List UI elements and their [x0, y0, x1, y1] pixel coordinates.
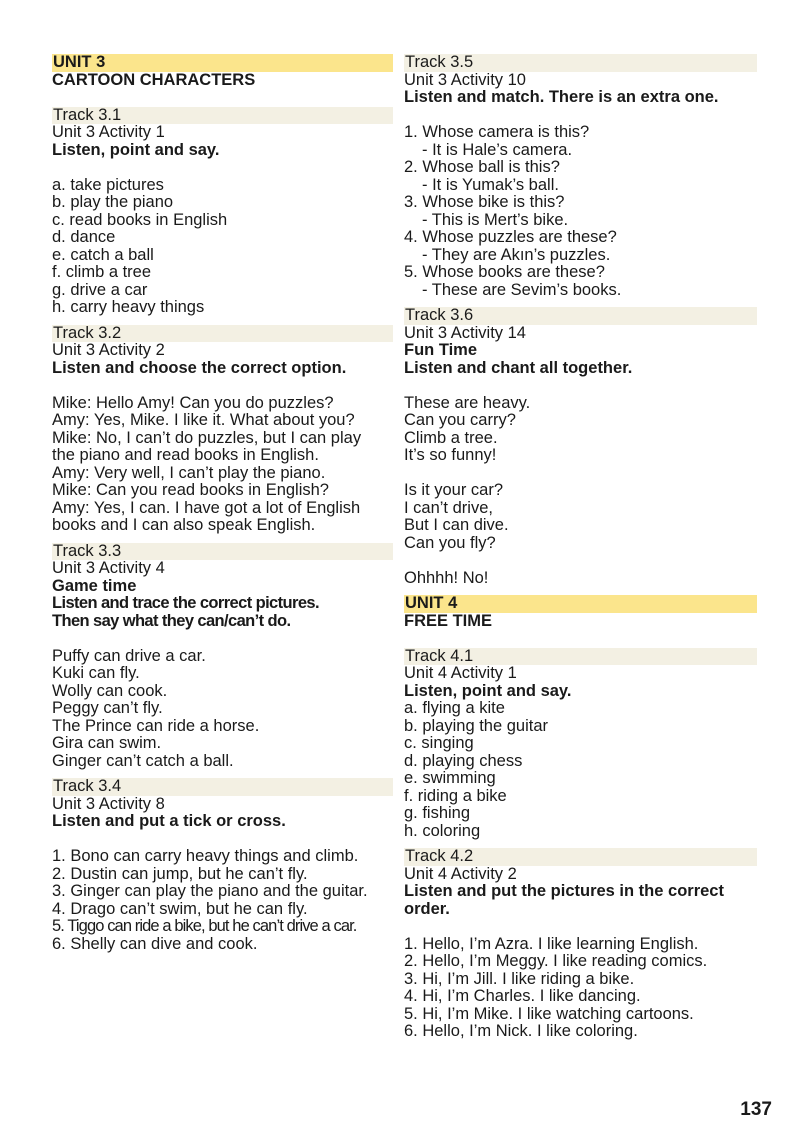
track-3-2-heading: Track 3.2	[52, 325, 393, 343]
list-item: 4. Hi, I’m Charles. I like dancing.	[404, 987, 641, 1005]
track-3-1-list	[52, 177, 393, 317]
chant-line: I can’t drive,	[404, 498, 493, 517]
instruction: Listen and trace the correct pictures.	[52, 594, 319, 612]
chant-line: Ohhhh! No!	[404, 568, 489, 587]
question: 3. Whose bike is this?	[404, 193, 565, 211]
activity-label: Unit 3 Activity 4	[52, 559, 165, 577]
list-item: 1. Bono can carry heavy things and climb.	[52, 847, 359, 865]
dialogue-line: Amy: Yes, I can. I have got a lot of English	[52, 498, 361, 517]
instruction: Listen, point and say.	[404, 681, 572, 700]
dialogue-line: Mike: No, I can’t do puzzles, but I can play	[52, 428, 362, 447]
activity-label: Unit 3 Activity 14	[404, 323, 526, 342]
instruction: Listen and match. There is an extra one.	[404, 88, 719, 106]
answer: - They are Akın’s puzzles.	[422, 245, 611, 264]
dialogue-line: books and I can also speak English.	[52, 516, 316, 534]
list-item: g. drive a car	[52, 280, 148, 299]
list-item: Kuki can fly.	[52, 664, 140, 682]
list-item: 3. Ginger can play the piano and the guitar.	[52, 882, 368, 900]
dialogue-line: the piano and read books in English.	[52, 446, 319, 464]
chant-line: Can you fly?	[404, 533, 496, 552]
list-item: 3. Hi, I’m Jill. I like riding a bike.	[404, 969, 635, 988]
unit-3-title: CARTOON CHARACTERS	[52, 70, 256, 89]
chant-line: Is it your car?	[404, 481, 504, 499]
list-item: h. carry heavy things	[52, 298, 205, 316]
chant-line: But I can dive.	[404, 516, 509, 534]
page-number: 137	[740, 1099, 772, 1120]
chant-verse-1	[404, 395, 757, 465]
right-column	[404, 54, 757, 1041]
chant-line: These are heavy.	[404, 393, 531, 412]
answer: - This is Mert’s bike.	[422, 210, 569, 229]
list-item: e. catch a ball	[52, 245, 154, 264]
sub-heading: Game time	[52, 576, 137, 595]
track-3-3-list	[52, 648, 393, 771]
list-item: Ginger can’t catch a ball.	[52, 751, 234, 770]
list-item: 5. Tiggo can ride a bike, but he can’t drive a car.	[52, 917, 357, 935]
question: 5. Whose books are these?	[404, 263, 605, 281]
chant-line: It’s so funny!	[404, 446, 497, 464]
chant-line: Climb a tree.	[404, 428, 498, 447]
question: 4. Whose puzzles are these?	[404, 228, 617, 246]
sub-heading: Fun Time	[404, 341, 478, 359]
list-item: a. flying a kite	[404, 699, 505, 717]
activity-label: Unit 3 Activity 10	[404, 70, 526, 89]
list-item: Peggy can’t fly.	[52, 699, 163, 717]
list-item: b. play the piano	[52, 193, 174, 211]
dialogue-line: Mike: Can you read books in English?	[52, 481, 329, 499]
answer: - It is Yumak’s ball.	[422, 175, 559, 194]
list-item: Puffy can drive a car.	[52, 646, 206, 665]
instruction: Listen and put the pictures in the correct	[404, 882, 724, 900]
activity-label: Unit 3 Activity 1	[52, 123, 165, 141]
unit-4-title: FREE TIME	[404, 611, 493, 630]
list-item: 5. Hi, I’m Mike. I like watching cartoons.	[404, 1004, 694, 1023]
list-item: 6. Hello, I’m Nick. I like coloring.	[404, 1022, 638, 1040]
list-item: 4. Drago can’t swim, but he can fly.	[52, 899, 308, 918]
list-item: Wolly can cook.	[52, 681, 168, 700]
question: 2. Whose ball is this?	[404, 158, 560, 176]
activity-label: Unit 3 Activity 2	[52, 341, 165, 359]
question: 1. Whose camera is this?	[404, 123, 590, 141]
list-item: h. coloring	[404, 821, 481, 840]
list-item: Gira can swim.	[52, 734, 162, 752]
list-item: 2. Dustin can jump, but he can’t fly.	[52, 864, 308, 883]
list-item: b. playing the guitar	[404, 716, 549, 735]
activity-label: Unit 4 Activity 1	[404, 664, 517, 682]
track-4-2-heading: Track 4.2	[404, 848, 757, 866]
instruction: Then say what they can/can’t do.	[52, 611, 291, 630]
list-item: 2. Hello, I’m Meggy. I like reading comics.	[404, 952, 708, 970]
list-item: c. read books in English	[52, 210, 228, 229]
track-3-4-list	[52, 848, 393, 953]
answer: - These are Sevim’s books.	[422, 280, 622, 299]
list-item: d. dance	[52, 228, 116, 246]
track-3-6-heading: Track 3.6	[404, 307, 757, 325]
track-3-5-heading: Track 3.5	[404, 54, 757, 72]
unit-4-heading: UNIT 4	[404, 595, 757, 613]
chant-line: Can you carry?	[404, 411, 516, 429]
dialogue-line: Amy: Yes, Mike. I like it. What about you?	[52, 411, 355, 429]
dialogue-line: Amy: Very well, I can’t play the piano.	[52, 463, 326, 482]
list-item: f. riding a bike	[404, 786, 507, 805]
chant-verse-2	[404, 482, 757, 552]
instruction: Listen and choose the correct option.	[52, 358, 347, 377]
list-item: a. take pictures	[52, 175, 164, 194]
track-3-4-heading: Track 3.4	[52, 778, 393, 796]
list-item: 1. Hello, I’m Azra. I like learning English.	[404, 934, 699, 953]
list-item: c. singing	[404, 734, 474, 752]
list-item: d. playing chess	[404, 751, 523, 770]
track-3-3-heading: Track 3.3	[52, 543, 393, 561]
track-3-5-list	[404, 124, 757, 299]
instruction: Listen, point and say.	[52, 140, 220, 159]
instruction: Listen and put a tick or cross.	[52, 812, 286, 830]
unit-3-heading: UNIT 3	[52, 54, 393, 72]
activity-label: Unit 3 Activity 8	[52, 794, 165, 813]
track-3-1-heading: Track 3.1	[52, 107, 393, 125]
track-4-1-heading: Track 4.1	[404, 648, 757, 666]
track-4-1-list	[404, 700, 757, 840]
track-4-2-list	[404, 936, 757, 1041]
list-item: g. fishing	[404, 804, 471, 822]
activity-label: Unit 4 Activity 2	[404, 864, 517, 883]
list-item: f. climb a tree	[52, 263, 152, 281]
track-3-2-dialogue	[52, 395, 393, 535]
left-column	[52, 54, 393, 953]
list-item: 6. Shelly can dive and cook.	[52, 934, 258, 953]
instruction: Listen and chant all together.	[404, 358, 633, 377]
list-item: e. swimming	[404, 769, 496, 787]
dialogue-line: Mike: Hello Amy! Can you do puzzles?	[52, 393, 334, 412]
list-item: The Prince can ride a horse.	[52, 716, 260, 735]
instruction: order.	[404, 899, 450, 918]
answer: - It is Hale’s camera.	[422, 140, 573, 159]
